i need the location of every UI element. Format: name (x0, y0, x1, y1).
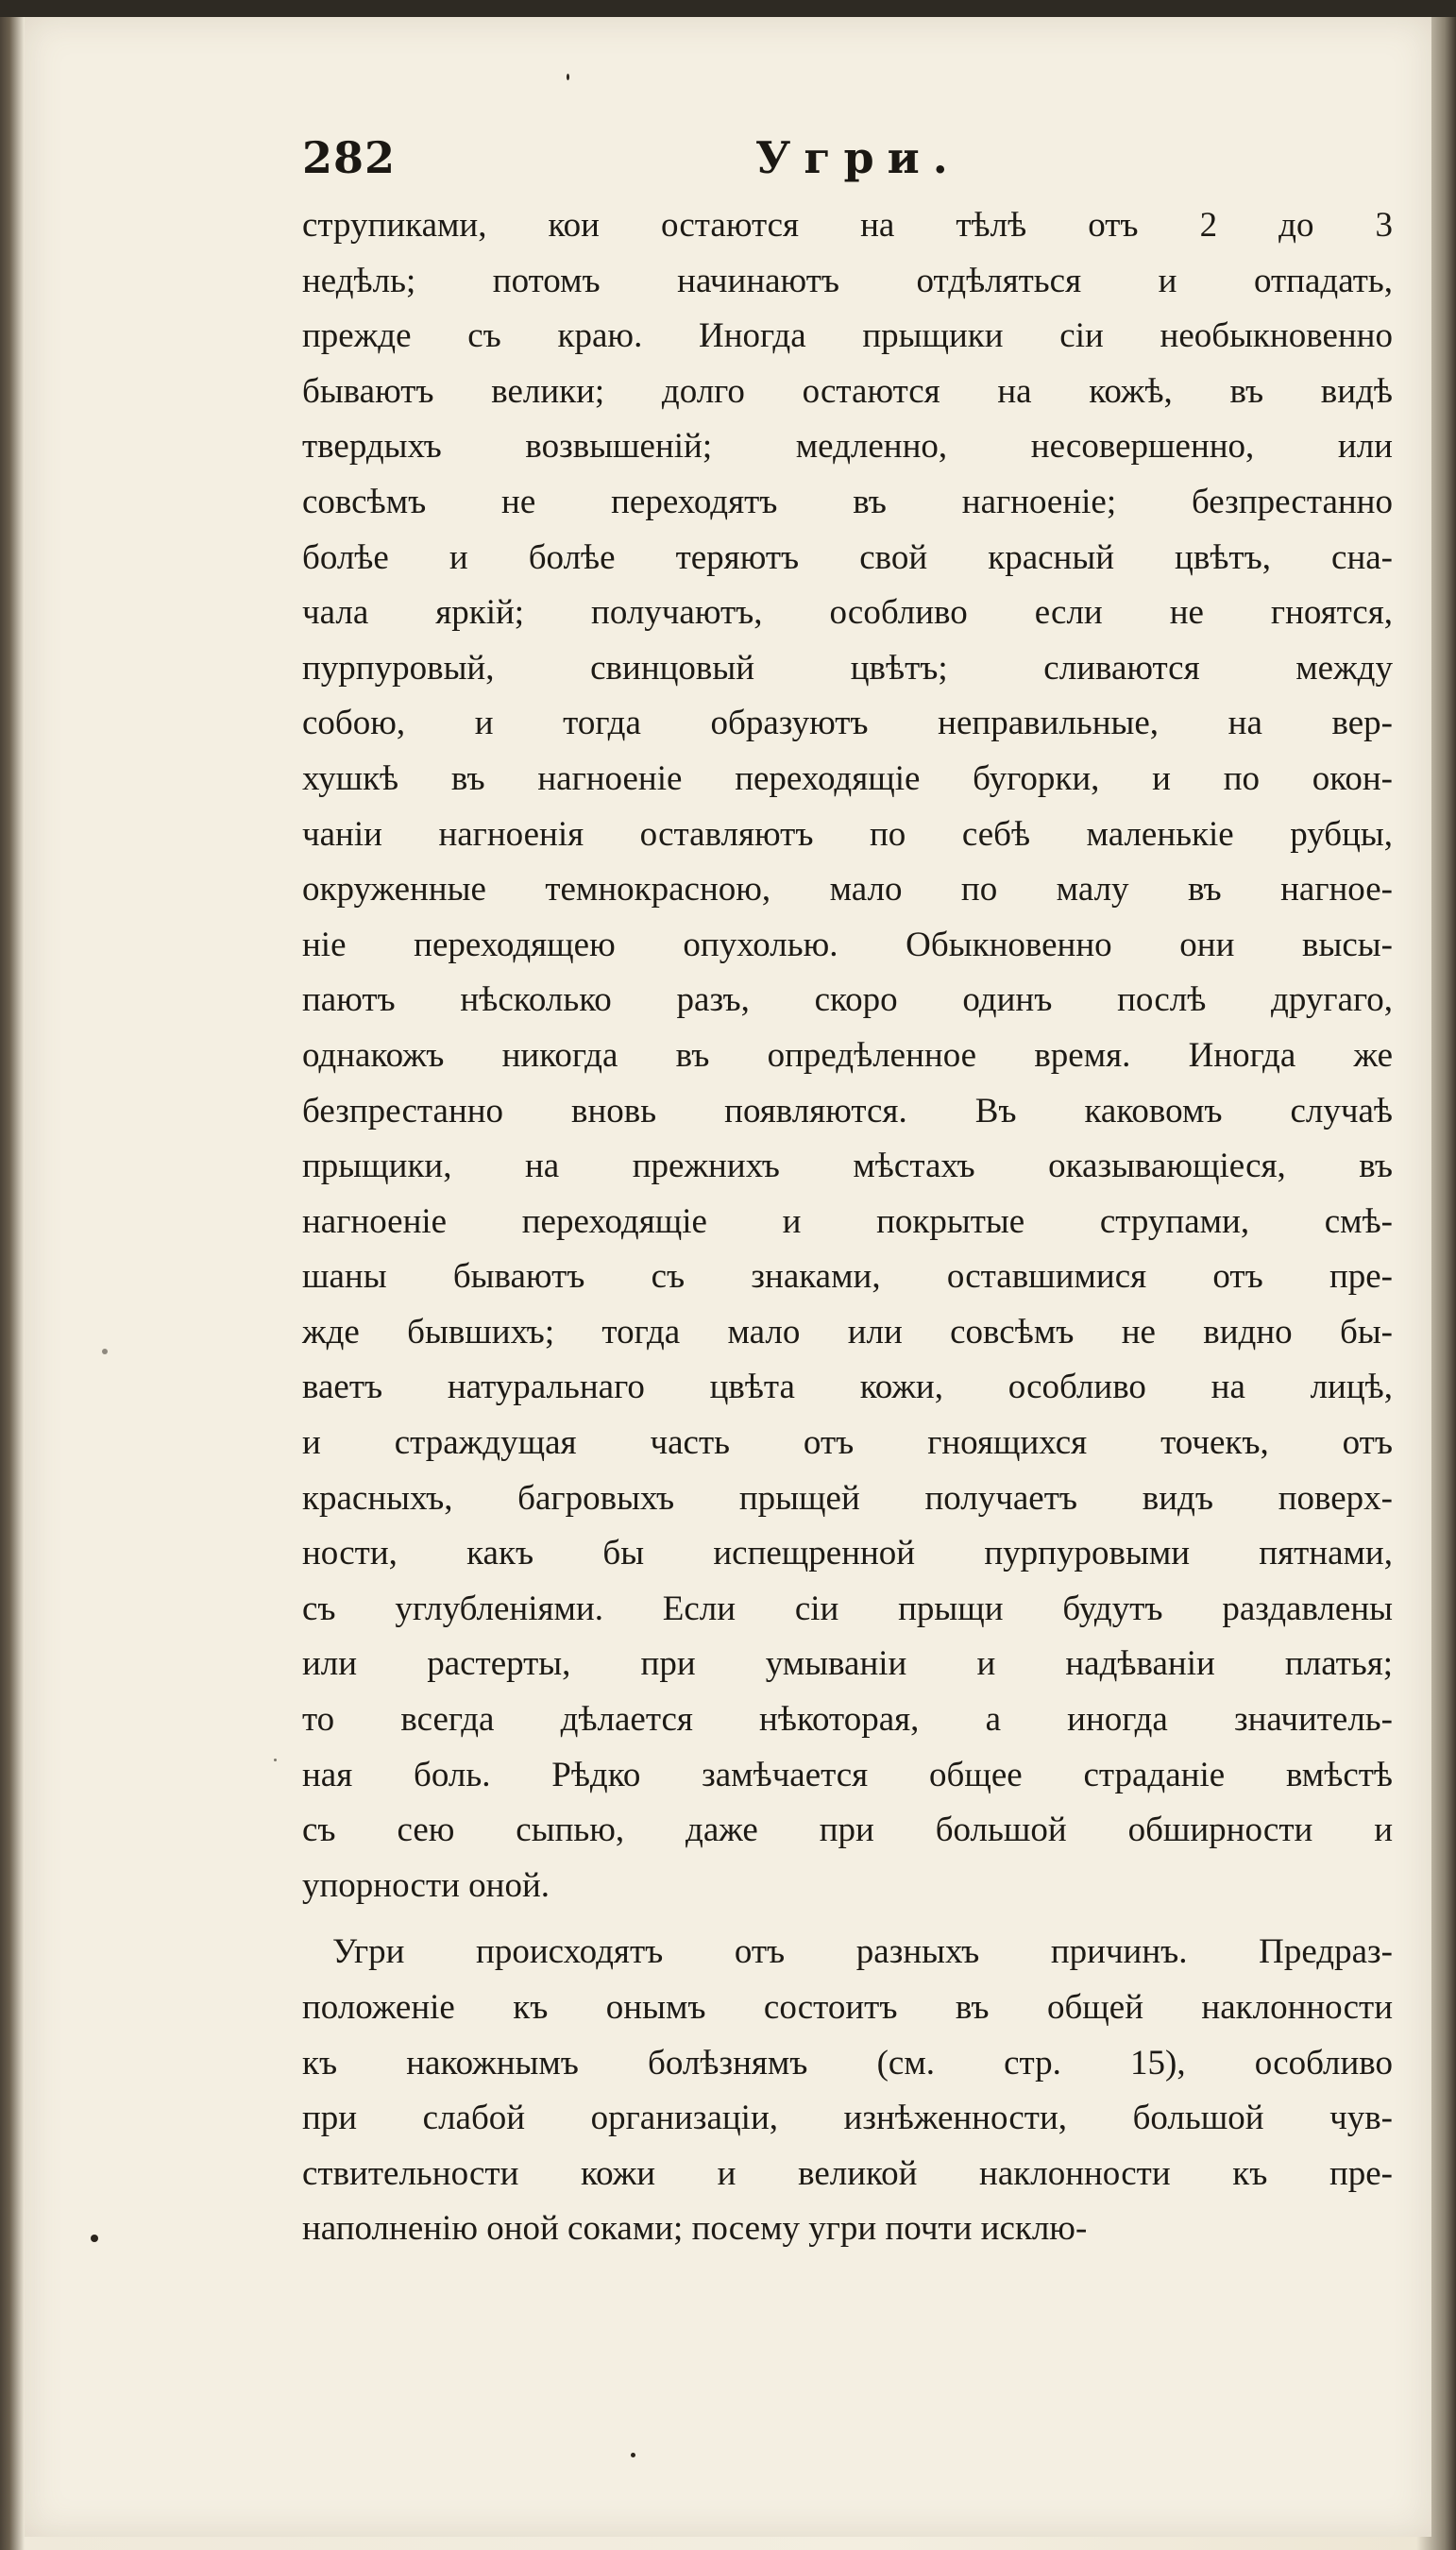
text-line: однакожъ никогда въ опредѣленное время. Иногда же (302, 1035, 1393, 1075)
body-text (302, 198, 1393, 2257)
text-line: совсѣмъ не переходятъ въ нагноеніе; безпрестанно (302, 482, 1393, 521)
text-line: хушкѣ въ нагноеніе переходящіе бугорки, и по окон- (302, 758, 1393, 798)
page-number: 282 (302, 132, 397, 183)
paragraph-1 (302, 198, 1393, 1913)
ink-speck (631, 2453, 635, 2457)
ink-speck (91, 2235, 98, 2242)
paragraph-2 (302, 1925, 1393, 2257)
ink-speck (567, 74, 569, 80)
text-line: окруженные темнокрасною, мало по малу въ нагное- (302, 870, 1393, 910)
text-line: жде бывшихъ; тогда мало или совсѣмъ не видно бы- (302, 1312, 1393, 1352)
text-line: пурпуровый, свинцовый цвѣтъ; сливаются между (302, 648, 1393, 688)
text-line: струпиками, кои остаются на тѣлѣ отъ 2 до 3 (302, 206, 1393, 245)
text-line: къ накожнымъ болѣзнямъ (см. стр. 15), особливо (302, 2043, 1393, 2082)
text-line: бываютъ велики; долго остаются на кожѣ, въ видѣ (302, 371, 1393, 411)
text-line: съ сею сыпью, даже при большой обширности и (302, 1810, 1393, 1850)
text-line: прыщики, на прежнихъ мѣстахъ оказывающіеся, въ (302, 1147, 1393, 1186)
text-line: ніе переходящею опухолью. Обыкновенно они высы- (302, 925, 1393, 964)
text-line: Угри происходятъ отъ разныхъ причинъ. Предраз- (332, 1932, 1393, 1972)
text-line: прежде съ краю. Иногда прыщики сіи необыкновенно (302, 316, 1393, 356)
text-line: съ углубленіями. Если сіи прыщи будутъ раздавлены (302, 1589, 1393, 1628)
text-line: чала яркій; получаютъ, особливо если не гноятся, (302, 593, 1393, 633)
text-line: ствительности кожи и великой наклонности къ пре- (302, 2153, 1393, 2193)
text-line: положеніе къ онымъ состоитъ въ общей наклонности (302, 1988, 1393, 2027)
text-line: красныхъ, багровыхъ прыщей получаетъ видъ поверх- (302, 1478, 1393, 1518)
text-line: ная боль. Рѣдко замѣчается общее страданіе вмѣстѣ (302, 1755, 1393, 1794)
text-line: болѣе и болѣе теряютъ свой красный цвѣтъ, сна- (302, 537, 1393, 577)
text-line: шаны бываютъ съ знаками, оставшимися отъ пре- (302, 1257, 1393, 1297)
ink-speck (102, 1349, 108, 1354)
text-line: твердыхъ возвышеній; медленно, несовершенно, или (302, 427, 1393, 467)
text-line: паютъ нѣсколько разъ, скоро одинъ послѣ другаго, (302, 980, 1393, 1020)
text-line: и страждущая часть отъ гноящихся точекъ, отъ (302, 1423, 1393, 1463)
text-line: чаніи нагноенія оставляютъ по себѣ маленькіе рубцы, (302, 814, 1393, 854)
text-line: наполненію оной соками; посему угри почти исклю- (302, 2209, 1088, 2249)
scan-top-edge (0, 0, 1456, 17)
text-line: безпрестанно вновь появляются. Въ каковомъ случаѣ (302, 1091, 1393, 1130)
text-line: собою, и тогда образуютъ неправильные, на вер- (302, 704, 1393, 743)
text-line: ности, какъ бы испещренной пурпуровыми пятнами, (302, 1534, 1393, 1573)
running-head (302, 132, 1388, 198)
text-line: нагноеніе переходящіе и покрытые струпами, смѣ- (302, 1201, 1393, 1241)
text-line: недѣль; потомъ начинаютъ отдѣляться и отпадать, (302, 261, 1393, 300)
text-line: ваетъ натуральнаго цвѣта кожи, особливо на лицѣ, (302, 1368, 1393, 1407)
text-line: при слабой организаціи, изнѣженности, большой чув- (302, 2099, 1393, 2138)
text-line: или растерты, при умываніи и надѣваніи платья; (302, 1644, 1393, 1684)
text-line: то всегда дѣлается нѣкоторая, а иногда значитель- (302, 1700, 1393, 1740)
chapter-title: Угри. (755, 132, 961, 183)
ink-speck (274, 1759, 277, 1761)
text-line: упорности оной. (302, 1865, 550, 1905)
